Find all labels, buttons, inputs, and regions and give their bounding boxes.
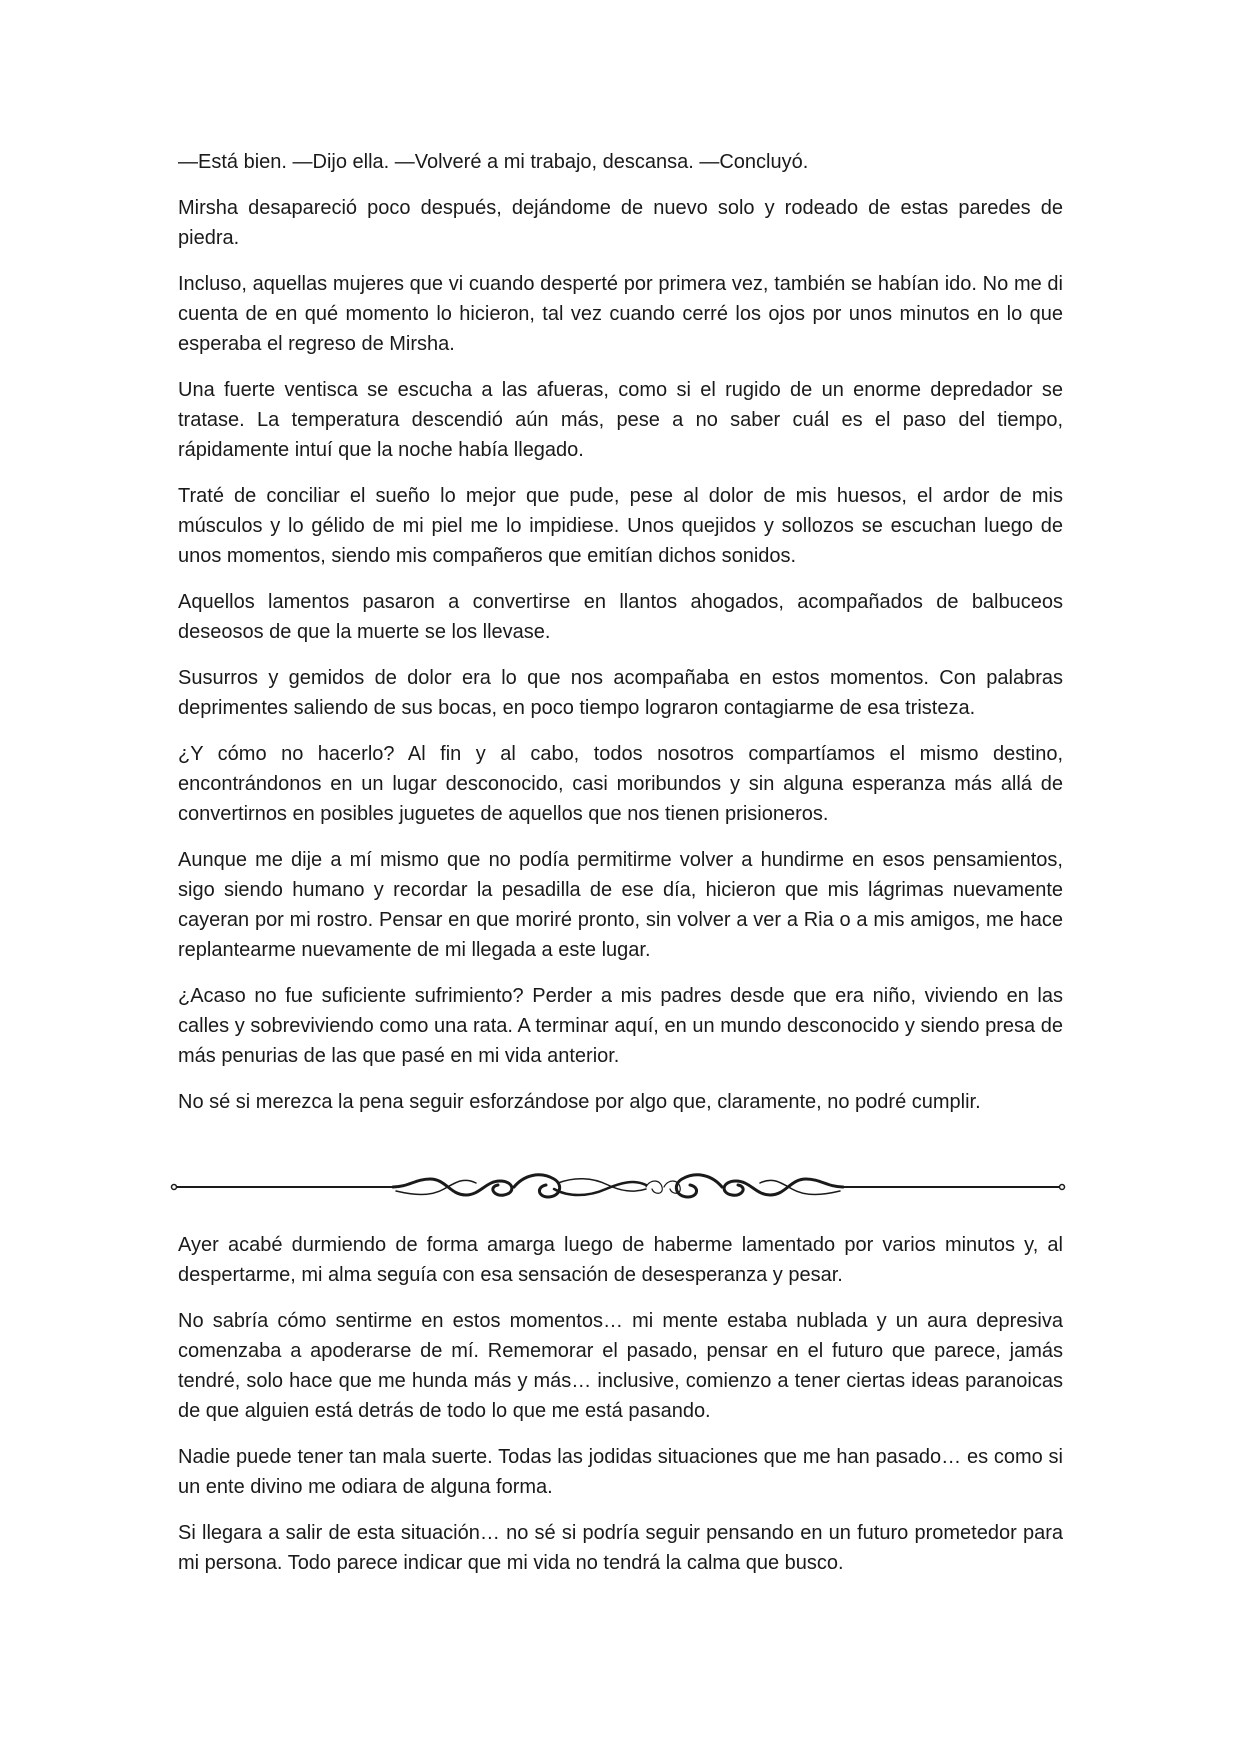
section-two: [178, 1230, 1063, 1594]
section-one: [178, 147, 1063, 1133]
paragraph: Mirsha desapareció poco después, dejándome de nuevo solo y rodeado de estas paredes de piedra.: [178, 197, 1063, 249]
paragraph: ¿Acaso no fue suficiente sufrimiento? Perder a mis padres desde que era niño, viviendo en las calles y sobreviviendo como una rata. A terminar aquí, en un mundo desconocido y siendo presa de más penurias de las que pasé en mi vida anterior.: [178, 985, 1063, 1067]
paragraph: Si llegara a salir de esta situación… no sé si podría seguir pensando en un futuro prometedor para mi persona. Todo parece indicar que mi vida no tendrá la calma que busco.: [178, 1522, 1063, 1574]
paragraph: Nadie puede tener tan mala suerte. Todas las jodidas situaciones que me han pasado… es como si un ente divino me odiara de alguna forma.: [178, 1446, 1063, 1498]
paragraph: Una fuerte ventisca se escucha a las afueras, como si el rugido de un enorme depredador se tratase. La temperatura descendió aún más, pese a no saber cuál es el paso del tiempo, rápidamente intuí que la noche había llegado.: [178, 379, 1063, 461]
paragraph: No sabría cómo sentirme en estos momentos… mi mente estaba nublada y un aura depresiva comenzaba a apoderarse de mí. Rememorar el pasado, pensar en el futuro que parece, jamás tendré, solo hace que me hunda más y más… inclusive, comienzo a tener ciertas ideas paranoicas de que alguien está detrás de todo lo que me está pasando.: [178, 1310, 1063, 1422]
paragraph: Ayer acabé durmiendo de forma amarga luego de haberme lamentado por varios minutos y, al despertarme, mi alma seguía con esa sensación de desesperanza y pesar.: [178, 1234, 1063, 1286]
paragraph: Aquellos lamentos pasaron a convertirse en llantos ahogados, acompañados de balbuceos deseosos de que la muerte se los llevase.: [178, 591, 1063, 643]
paragraph: —Está bien. —Dijo ella. —Volveré a mi trabajo, descansa. —Concluyó.: [178, 151, 809, 173]
ornamental-flourish-icon: [168, 1157, 1068, 1217]
paragraph: Incluso, aquellas mujeres que vi cuando desperté por primera vez, también se habían ido. No me di cuenta de en qué momento lo hicieron, tal vez cuando cerré los ojos por unos minutos en lo que esperaba el regreso de Mirsha.: [178, 273, 1063, 355]
paragraph: No sé si merezca la pena seguir esforzándose por algo que, claramente, no podré cumplir.: [178, 1091, 981, 1113]
paragraph: Traté de conciliar el sueño lo mejor que pude, pese al dolor de mis huesos, el ardor de mis músculos y lo gélido de mi piel me lo impidiese. Unos quejidos y sollozos se escuchan luego de unos momentos, siendo mis compañeros que emitían dichos sonidos.: [178, 485, 1063, 567]
paragraph: Susurros y gemidos de dolor era lo que nos acompañaba en estos momentos. Con palabras deprimentes saliendo de sus bocas, en poco tiempo lograron contagiarme de esa tristeza.: [178, 667, 1063, 719]
paragraph: Aunque me dije a mí mismo que no podía permitirme volver a hundirme en esos pensamientos, sigo siendo humano y recordar la pesadilla de ese día, hicieron que mis lágrimas nuevamente cayeran por mi rostro. Pensar en que moriré pronto, sin volver a ver a Ria o a mis amigos, me hace replantearme nuevamente de mi llegada a este lugar.: [178, 849, 1063, 961]
paragraph: ¿Y cómo no hacerlo? Al fin y al cabo, todos nosotros compartíamos el mismo destino, encontrándonos en un lugar desconocido, casi moribundos y sin alguna esperanza más allá de convertirnos en posibles juguetes de aquellos que nos tienen prisioneros.: [178, 743, 1063, 825]
